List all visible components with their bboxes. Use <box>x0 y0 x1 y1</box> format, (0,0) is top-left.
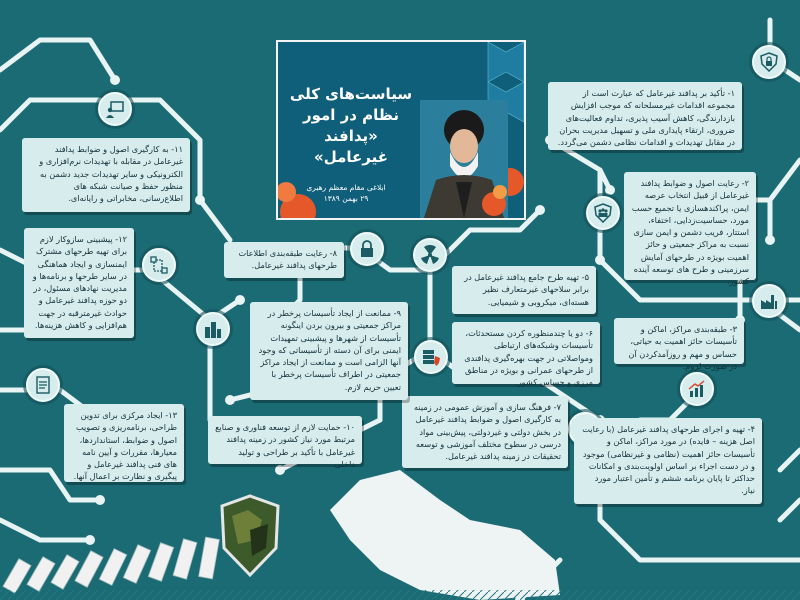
shield-lock-icon <box>752 45 786 79</box>
caption-line-1: ابلاغی مقام معظم رهبری <box>306 183 386 192</box>
policy-11: ۱۱- به کارگیری اصول و ضوابط پدافند غیرعامل در مقابله با تهدیدات نرم‌افزاری و الکترونیکی و سایر تهدیدات جدید دشمن به منظور حفظ و صیانت شبکه های اطلاع‌رسانی، مخابراتی و رایانه‌ای. <box>22 138 190 212</box>
policy-13: ۱۳- ایجاد مرکزی برای تدوین طراحی، برنامه‌ریزی و تصویب اصول و ضوابط، استانداردها، معیارها، مقررات و آیین نامه های فنی پدافند غیرعامل و پیگیری و نظارت بر اعمال آنها. <box>64 404 184 482</box>
policy-8: ۸- رعایت طبقه‌بندی اطلاعات طرحهای پدافند غیرعامل. <box>224 242 344 278</box>
leader-portrait <box>420 100 508 218</box>
policy-9: ۹- ممانعت از ایجاد تأسیسات پرخطر در مراکز جمعیتی و بیرون بردن اینگونه تأسیسات از شهرها و پیشبینی تمهیدات ایمنی برای آن دسته از تأسیساتی که وجود آنها الزامی است و ممانعت از ایجاد مراکز جمعیتی در اطراف تأسیسات پرخطر با تعیین حریم لازم. <box>250 302 408 400</box>
policy-4: ۴- تهیه و اجرای طرحهای پدافند غیرعامل (با رعایت اصل هزینه – فایده) در مورد مراکز، اماکن و تأسیسات حائز اهمیت (نظامی و غیرنظامی) موجود و در دست اجراء بر اساس اولویت‌بندی و امکانات حداکثر تا پایان برنامه ششم و تأمین اعتبار مورد نیاز. <box>574 418 762 504</box>
checklist-icon <box>26 368 60 402</box>
city-buildings-icon <box>196 312 230 346</box>
computer-user-icon <box>98 92 132 126</box>
policy-3: ۳- طبقه‌بندی مراکز، اماکن و تأسیسات حائز اهمیت به حیاتی، حساس و مهم و روزآمدکردن آن در صورت لزوم. <box>614 318 744 364</box>
policy-6: ۶- دو یا چندمنظوره کردن مستحدثات، تأسیسات وشبکه‌های ارتباطی ومواصلاتی در جهت بهره‌گیری پدافندی از طرحهای عمرانی و بویژه در مناطق مرزی و حساس کشور. <box>452 322 600 384</box>
people-shield-icon <box>586 196 620 230</box>
caption-line-2: ۲۹ بهمن ۱۳۸۹ <box>323 194 369 203</box>
policy-5: ۵- تهیه طرح جامع پدافند غیرعامل در برابر سلاحهای غیرمتعارف نظیر هسته‌ای، میکروبی و شیمیایی. <box>452 266 596 314</box>
policy-7: ۷- فرهنگ سازی و آموزش عمومی در زمینه به کارگیری اصول و ضوابط پدافند غیرعامل در بخش دولتی و غیردولتی، پیش‌بینی مواد درسی در سطوح مختلف آموزشی و توسعه تحقیقات در زمینه پدافند غیرعامل. <box>402 396 568 468</box>
title-line-1: سیاست‌های کلی <box>289 85 413 103</box>
caption <box>286 182 406 204</box>
policy-1: ۱- تأکید بر پدافند غیرعامل که عبارت است از مجموعه اقدامات غیرمسلحانه که موجب افزایش بازدارندگی، کاهش آسیب پذیری، تداوم فعالیت‌های ضروری، ارتقاء پایداری ملی و تسهیل مدیریت بحران در مقابل تهدیدات و اقدامات نظامی دشمن می‌گردد. <box>548 82 742 150</box>
network-plan-icon <box>142 248 176 282</box>
policy-2: ۲- رعایت اصول و ضوابط پدافند غیرعامل از قبیل انتخاب عرصه ایمن، پراکندهسازی یا تجمیع حسب مورد، حساسیت‌زدایی، اختفاء، استتار، فریب دشمن و ایمن سازی نسبت به مراکز جمعیتی و حائز اهمیت بویژه در طرحهای آمایش سرزمینی و طرح های توسعه آینده کشور. <box>624 172 756 280</box>
title-line-2: نظام در امور <box>302 106 400 124</box>
server-shield-icon <box>414 340 448 374</box>
title-line-3: «پدافند غیرعامل» <box>314 127 388 166</box>
policy-12: ۱۲- پیشبینی سازوکار لازم برای تهیه طرحهای مشترک ایمنسازی و ایجاد هماهنگی در سایر طرحها و برنامه‌ها و مدیریت نهادهای مسئول، در دو حوزه پدافند غیرعامل و حوادث غیرمترقبه در جهت هم‌افزایی و کاهش هزینه‌ها. <box>24 228 134 338</box>
padlock-icon <box>350 232 384 266</box>
radiation-icon <box>413 238 447 272</box>
factory-icon <box>752 284 786 318</box>
chart-growth-icon <box>680 372 714 406</box>
title-card <box>276 40 526 220</box>
policy-10: ۱۰- حمایت لازم از توسعه فناوری و صنایع مرتبط مورد نیاز کشور در زمینه پدافند غیرعامل با تأکید بر طراحی و تولید داخلی. <box>208 416 362 464</box>
title <box>286 84 416 168</box>
